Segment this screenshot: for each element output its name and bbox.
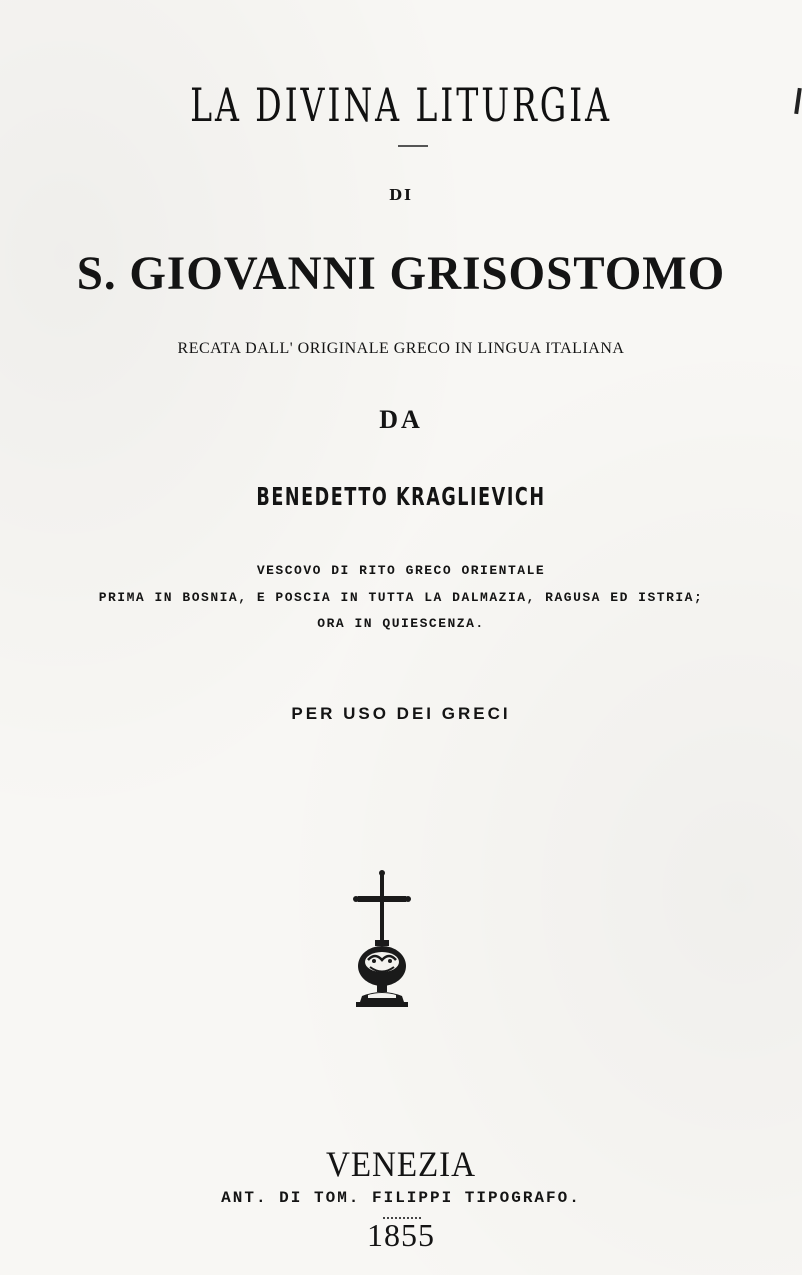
page-edge-mark [794, 88, 802, 114]
book-title: LA DIVINA LITURGIA [190, 78, 612, 132]
translation-note: RECATA DALL' ORIGINALE GRECO IN LINGUA ITALIANA [177, 340, 625, 357]
author-description-line: ORA IN QUIESCENZA. [317, 616, 485, 631]
purpose-line: PER USO DEI GRECI [291, 704, 511, 723]
preposition-di: DI [388, 186, 414, 204]
publication-year: 1855 [367, 1217, 435, 1253]
author-name: BENEDETTO KRAGLIEVICH [256, 482, 546, 511]
cross-on-orb-icon [348, 868, 416, 1010]
preposition-da: DA [379, 405, 423, 434]
author-description-line: VESCOVO DI RITO GRECO ORIENTALE [256, 563, 546, 578]
saint-name: S. GIOVANNI GRISOSTOMO [76, 247, 726, 300]
printer-name: ANT. DI TOM. FILIPPI TIPOGRAFO. [221, 1189, 581, 1207]
publication-city: VENEZIA [326, 1144, 476, 1184]
author-description-line: PRIMA IN BOSNIA, E POSCIA IN TUTTA LA DALMAZIA, RAGUSA ED ISTRIA; [98, 590, 704, 605]
title-divider [398, 145, 428, 147]
